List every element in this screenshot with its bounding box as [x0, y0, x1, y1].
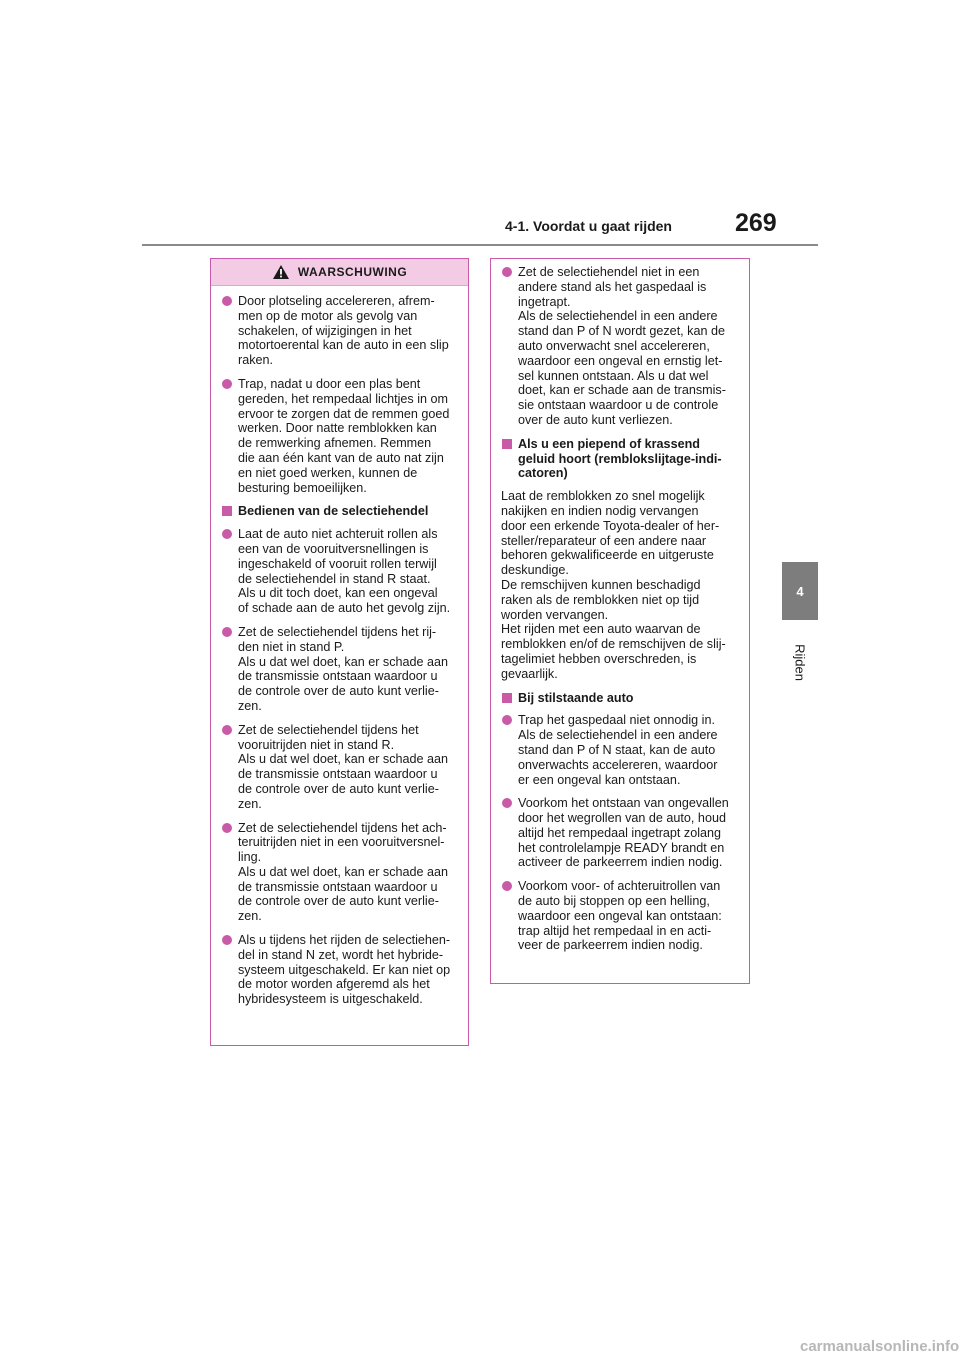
paragraph: Laat de remblokken zo snel mogelijk nakijken en indien nodig vervangen door een erkende Toyota-dealer of her- steller/reparateur of een andere naar behoren gekwalificeerde en uitgeruste deskundige. De remschijven kunnen beschadigd raken als de remblokken niet op tijd worden vervangen. Het rijden met een auto waarvan de remblokken en/of de remschijven de slij- tagelimiet hebben overschreden, is gevaarlijk. [501, 489, 726, 681]
chapter-number: 4 [796, 583, 804, 599]
list-item: Trap het gaspedaal niet onnodig in. Als de selectiehendel in een andere stand dan P of N staat, kan de auto onverwachts accelereren, waardoor er een ongeval kan ontstaan. [501, 713, 739, 787]
warning-label: WAARSCHUWING [297, 265, 408, 279]
list-item: Voorkom voor- of achteruitrollen van de auto bij stoppen op een helling, waardoor een ongeval kan ontstaan: trap altijd het rempedaal in en acti- veer de parkeerrem indien nodig. [501, 879, 739, 953]
page-number: 269 [735, 209, 777, 237]
list-item: Als u tijdens het rijden de selectiehen- del in stand N zet, wordt het hybride- systeem uitgeschakeld. Er kan niet op de motor worden afgeremd als het hybridesysteem is uitgeschakeld. [221, 933, 458, 1007]
section-title: 4-1. Voordat u gaat rijden [505, 218, 672, 234]
warning-triangle-icon [272, 264, 290, 280]
list-item: Trap, nadat u door een plas bent gereden, het rempedaal lichtjes in om ervoor te zorgen dat de remmen goed werken. Door natte remblokken kan de remwerking afnemen. Remmen die aan één kant van de auto nat zijn en niet goed werken, kunnen de besturing bemoeilijken. [221, 377, 458, 495]
subheading: Als u een piepend of krassend geluid hoort (remblokslijtage-indi- catoren) [501, 437, 739, 481]
chapter-label: Rijden [792, 644, 808, 681]
list-item: Zet de selectiehendel niet in een andere stand als het gaspedaal is ingetrapt. Als de selectiehendel in een andere stand dan P of N wordt gezet, kan de auto onverwacht snel accelereren, waardoor een ongeval en ernstig let- sel kunnen ontstaan. Als u dat wel doet, kan er schade aan de transmis- sie ontstaan waardoor u de controle over de auto kunt verliezen. [501, 265, 739, 428]
list-item: Door plotseling accelereren, afrem- men op de motor als gevolg van schakelen, of wijzigingen in het motortoerental kan de auto in een slip raken. [221, 294, 458, 368]
warning-panel-right [490, 258, 750, 984]
warning-panel-left [210, 258, 469, 1046]
subheading: Bedienen van de selectiehendel [221, 504, 458, 519]
list-item: Zet de selectiehendel tijdens het ach- teruitrijden niet in een vooruitversnel- ling. Als u dat wel doet, kan er schade aan de transmissie ontstaan waardoor u de controle over de auto kunt verlie- zen. [221, 821, 458, 925]
list-item: Zet de selectiehendel tijdens het rij- den niet in stand P. Als u dat wel doet, kan er schade aan de transmissie ontstaan waardoor u de controle over de auto kunt verlie- zen. [221, 625, 458, 714]
watermark: carmanualsonline.info [800, 1338, 960, 1355]
warning-header [211, 259, 468, 286]
list-item: Laat de auto niet achteruit rollen als een van de vooruitversnellingen is ingeschakeld of vooruit rollen terwijl de selectiehendel in stand R staat. Als u dit toch doet, kan een ongeval of schade aan de auto het gevolg zijn. [221, 527, 458, 616]
list-item: Voorkom het ontstaan van ongevallen door het wegrollen van de auto, houd altijd het rempedaal ingetrapt zolang het controlelampje READY brandt en activeer de parkeerrem indien nodig. [501, 796, 739, 870]
header-rule [142, 244, 818, 246]
list-item: Zet de selectiehendel tijdens het vooruitrijden niet in stand R. Als u dat wel doet, kan er schade aan de transmissie ontstaan waardoor u de controle over de auto kunt verlie- zen. [221, 723, 458, 812]
chapter-tab [782, 562, 818, 620]
subheading: Bij stilstaande auto [501, 691, 739, 706]
